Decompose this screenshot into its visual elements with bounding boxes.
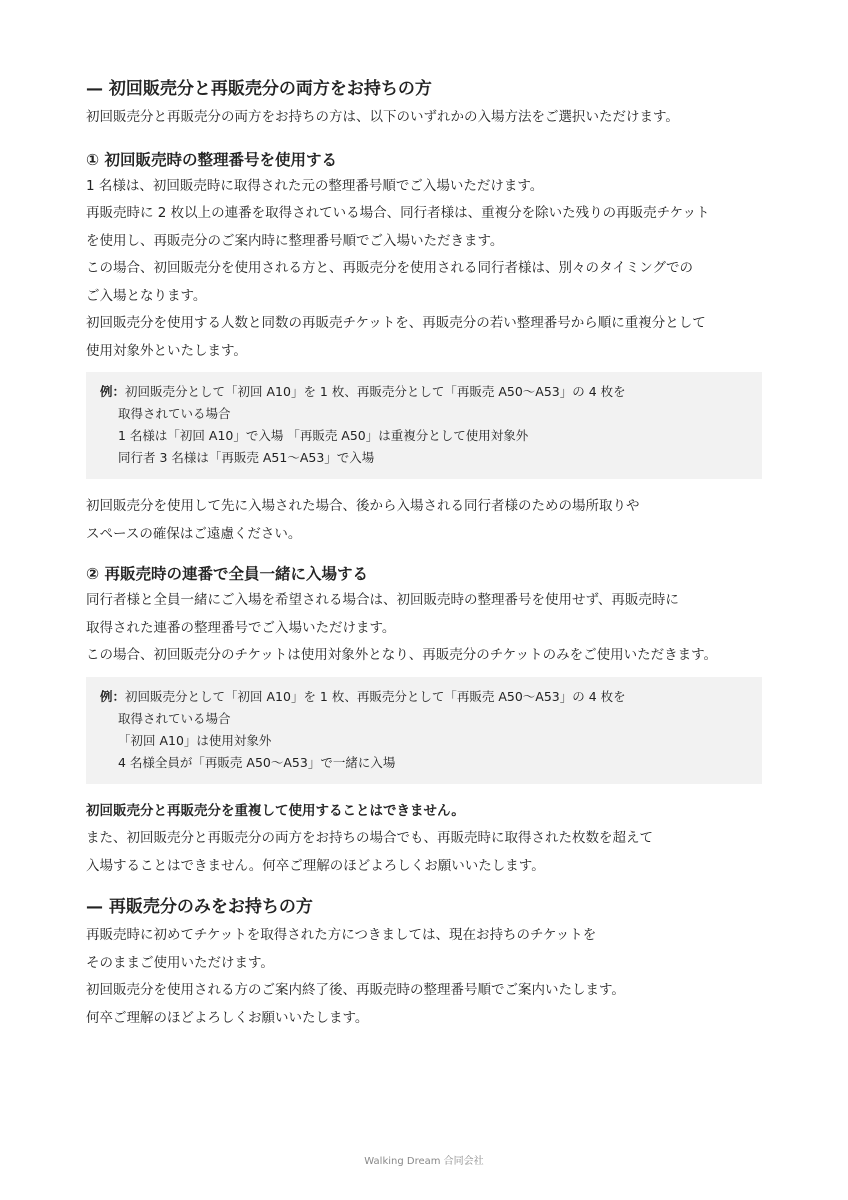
example-line: 4 名様全員が「再販売 A50～A53」で一緒に入場 [118,754,396,770]
paragraph-line: を使用し、再販売分のご案内時に整理番号順でご入場いただきます。 [86,232,504,249]
paragraph-line: 同行者様と全員一緒にご入場を希望される場合は、初回販売時の整理番号を使用せず、再販売時に [86,592,679,608]
paragraph-line: スペースの確保はご遠慮ください。 [86,525,302,542]
option-2-heading: ② 再販売時の連番で全員一緒に入場する [86,565,369,583]
option-2 [86,561,762,784]
example-line: 初回販売分として「初回 A10」を 1 枚、再販売分として「再販売 A50～A53」の 4 枚を [125,688,626,704]
example-line: 初回販売分として「初回 A10」を 1 枚、再販売分として「再販売 A50～A53」の 4 枚を [125,384,626,399]
section-intro: 初回販売分と再販売分の両方をお持ちの方は、以下のいずれかの入場方法をご選択いただけます。 [86,109,679,125]
option-1-heading: ① 初回販売時の整理番号を使用する [86,150,338,169]
paragraph-line: 初回販売分を使用される方のご案内終了後、再販売時の整理番号順でご案内いたします。 [86,982,625,998]
paragraph-line: 取得された連番の整理番号でご入場いただけます。 [86,619,396,636]
section-both-holders [86,76,762,880]
example-box [86,677,762,784]
section-heading: — 初回販売分と再販売分の両方をお持ちの方 [86,79,432,99]
paragraph-line: 入場することはできません。何卒ご理解のほどよろしくお願いいたします。 [86,857,545,874]
example-label: 例： [100,384,126,399]
warning-note: 初回販売分と再販売分を重複して使用することはできません。 [86,802,465,819]
footer-company: Walking Dream 合同会社 [364,1156,484,1167]
example-line: 取得されている場合 [118,406,231,421]
example-line: 「初回 A10」は使用対象外 [118,732,272,748]
paragraph-line: この場合、初回販売分のチケットは使用対象外となり、再販売分のチケットのみをご使用いただきます。 [86,647,717,663]
paragraph-line: 初回販売分を使用する人数と同数の再販売チケットを、再販売分の若い整理番号から順に重複分として [86,315,706,331]
paragraph-line: そのままご使用いただけます。 [86,954,274,971]
paragraph-line: 初回販売分を使用して先に入場された場合、後から入場される同行者様のための場所取りや [86,498,640,514]
paragraph-line: また、初回販売分と再販売分の両方をお持ちの場合でも、再販売時に取得された枚数を超えて [86,830,653,846]
paragraph-line: 使用対象外といたします。 [86,342,247,359]
paragraph-line: この場合、初回販売分を使用される方と、再販売分を使用される同行者様は、別々のタイミングでの [86,260,693,276]
paragraph-line: 再販売時に 2 枚以上の連番を取得されている場合、同行者様は、重複分を除いた残りの再販売チケット [86,205,710,221]
paragraph-line: 何卒ご理解のほどよろしくお願いいたします。 [86,1009,369,1026]
example-line: 取得されている場合 [118,710,231,726]
option-1 [86,147,762,549]
example-label: 例： [100,688,126,704]
example-line: 1 名様は「初回 A10」で入場 「再販売 A50」は重複分として使用対象外 [118,428,529,443]
example-line: 同行者 3 名様は「再販売 A51～A53」で入場 [118,450,375,465]
paragraph-line: 1 名様は、初回販売時に取得された元の整理番号順でご入場いただけます。 [86,177,544,194]
paragraph-line: 再販売時に初めてチケットを取得された方につきましては、現在お持ちのチケットを [86,927,597,943]
paragraph-line: ご入場となります。 [86,287,207,304]
section-resale-only [86,894,762,1032]
example-box [86,372,762,479]
section-heading: — 再販売分のみをお持ちの方 [86,897,313,917]
